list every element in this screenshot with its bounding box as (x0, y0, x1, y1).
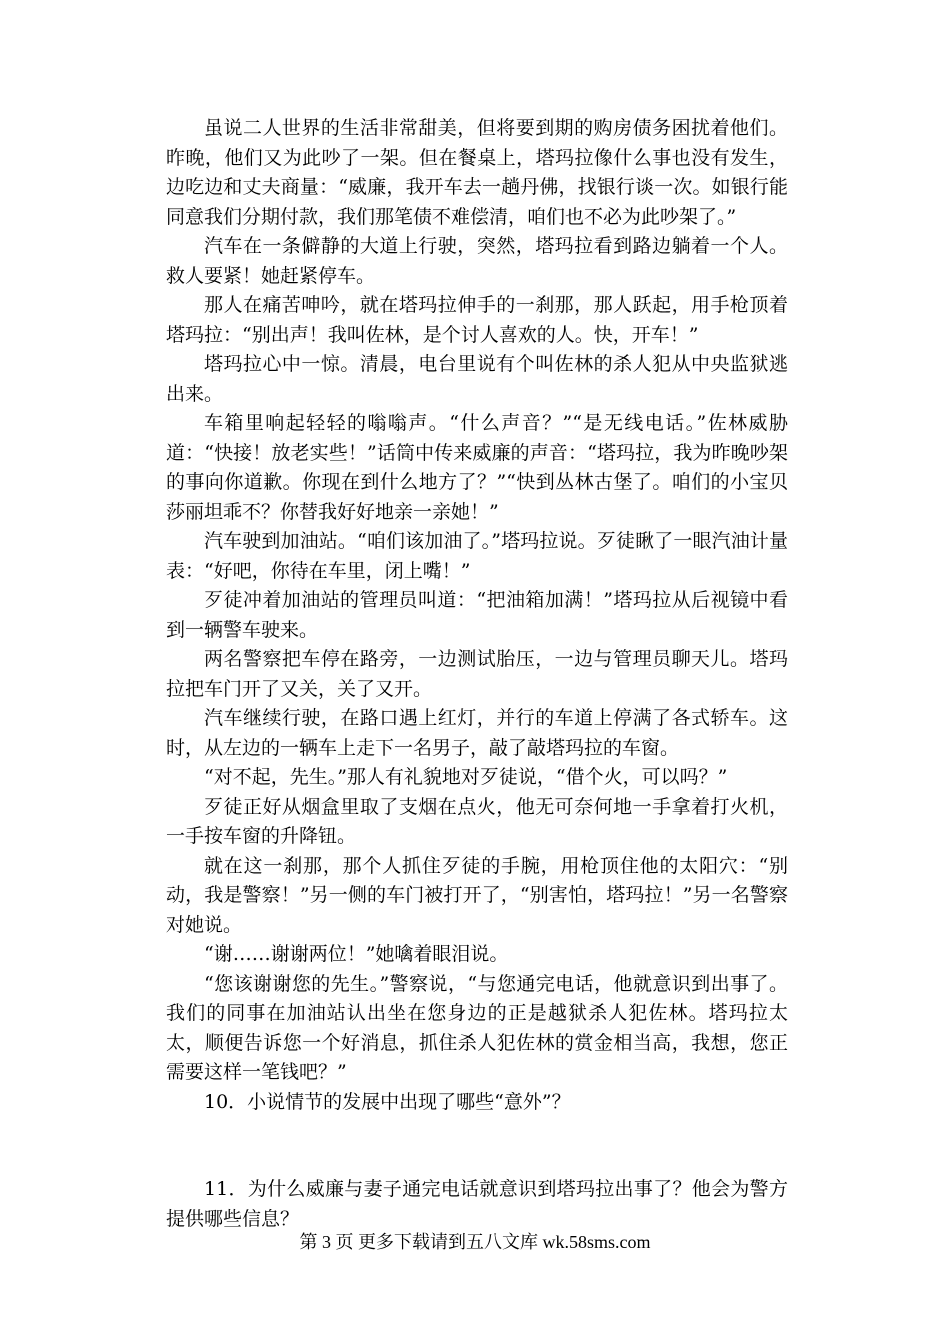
story-paragraph-2: 汽车在一条僻静的大道上行驶，突然，塔玛拉看到路边躺着一个人。救人要紧！她赶紧停车。 (166, 235, 788, 287)
story-paragraph-4: 塔玛拉心中一惊。清晨，电台里说有个叫佐林的杀人犯从中央监狱逃出来。 (166, 353, 788, 405)
story-paragraph-7: 歹徒冲着加油站的管理员叫道：“把油箱加满！”塔玛拉从后视镜中看到一辆警车驶来。 (166, 589, 788, 641)
story-paragraph-9: 汽车继续行驶，在路口遇上红灯，并行的车道上停满了各式轿车。这时，从左边的一辆车上走下一名男子，敲了敲塔玛拉的车窗。 (166, 707, 788, 759)
story-paragraph-1: 虽说二人世界的生活非常甜美，但将要到期的购房债务困扰着他们。昨晚，他们又为此吵了一架。但在餐桌上，塔玛拉像什么事也没有发生，边吃边和丈夫商量：“威廉，我开车去一趟丹佛，找银行谈一次。如银行能同意我们分期付款，我们那笔债不难偿清，咱们也不必为此吵架了。” (166, 117, 788, 228)
story-paragraph-5: 车箱里响起轻轻的嗡嗡声。“什么声音？”“是无线电话。”佐林威胁道：“快接！放老实些！”话筒中传来威廉的声音：“塔玛拉，我为昨晚吵架的事向你道歉。你现在到什么地方了？”“快到丛林古堡了。咱们的小宝贝莎丽坦乖不？你替我好好地亲一亲她！” (166, 412, 788, 523)
story-paragraph-3: 那人在痛苦呻吟，就在塔玛拉伸手的一刹那，那人跃起，用手枪顶着塔玛拉：“别出声！我叫佐林，是个讨人喜欢的人。快，开车！” (166, 294, 788, 346)
story-paragraph-11: 歹徒正好从烟盒里取了支烟在点火，他无可奈何地一手拿着打火机，一手按车窗的升降钮。 (166, 795, 788, 847)
story-paragraph-8: 两名警察把车停在路旁，一边测试胎压，一边与管理员聊天儿。塔玛拉把车门开了又关，关了又开。 (166, 648, 788, 700)
story-paragraph-6: 汽车驶到加油站。“咱们该加油了。”塔玛拉说。歹徒瞅了一眼汽油计量表：“好吧，你待在车里，闭上嘴！” (166, 530, 788, 582)
question-10: 10．小说情节的发展中出现了哪些“意外”？ (204, 1090, 571, 1113)
story-paragraph-10: “对不起，先生。”那人有礼貌地对歹徒说，“借个火，可以吗？” (204, 766, 728, 788)
story-paragraph-14: “您该谢谢您的先生。”警察说，“与您通完电话，他就意识到出事了。我们的同事在加油站认出坐在您身边的正是越狱杀人犯佐林。塔玛拉太太，顺便告诉您一个好消息，抓住杀人犯佐林的赏金相当高，我想，您正需要这样一笔钱吧？” (166, 972, 788, 1083)
article-body (166, 114, 788, 1234)
page-footer: 第 3 页 更多下载请到五八文库 wk.58sms.com (299, 1232, 651, 1252)
story-paragraph-12: 就在这一刹那，那个人抓住歹徒的手腕，用枪顶住他的太阳穴：“别动，我是警察！”另一侧的车门被打开了，“别害怕，塔玛拉！”另一名警察对她说。 (166, 854, 788, 936)
answer-space-10 (166, 1117, 788, 1175)
story-paragraph-13: “谢……谢谢两位！”她噙着眼泪说。 (204, 943, 509, 965)
question-11: 11．为什么威廉与妻子通完电话就意识到塔玛拉出事了？他会为警方提供哪些信息？ (166, 1178, 788, 1230)
